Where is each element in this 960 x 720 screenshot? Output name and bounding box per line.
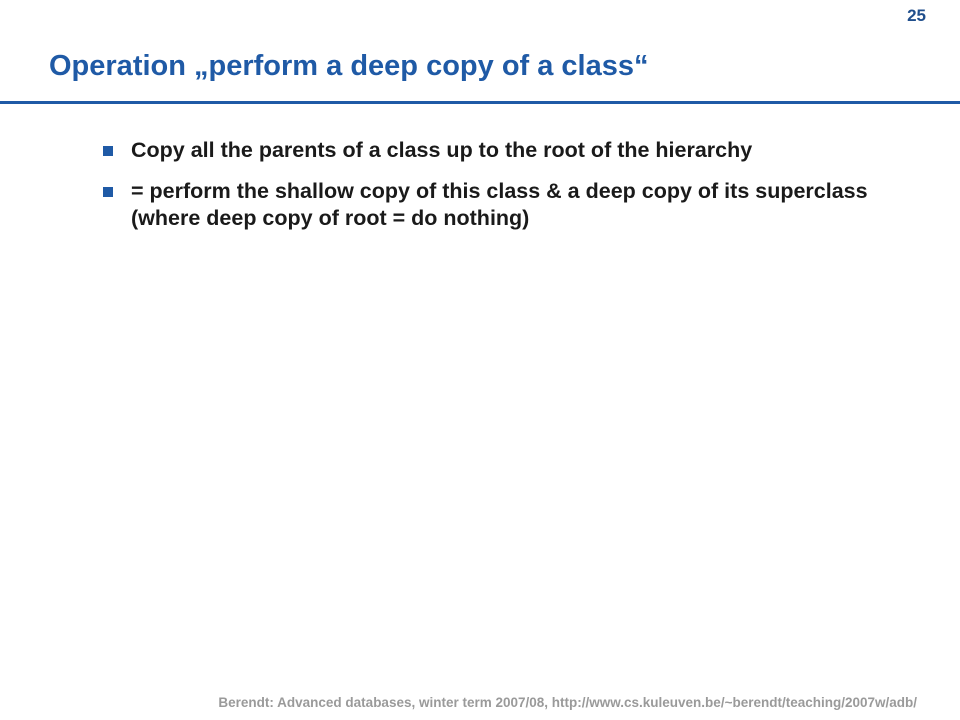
bullet-item xyxy=(103,178,923,232)
page-number: 25 xyxy=(907,6,926,25)
square-bullet-icon xyxy=(103,146,113,156)
bullet-text: Copy all the parents of a class up to the root of the hierarchy xyxy=(131,138,753,162)
slide-title: Operation „perform a deep copy of a class“ xyxy=(49,50,649,82)
title-divider xyxy=(0,101,960,104)
slide-footer: Berendt: Advanced databases, winter term 2007/08, http://www.cs.kuleuven.be/~berendt/teaching/2007w/adb/ xyxy=(218,695,917,710)
bullet-list xyxy=(103,137,923,246)
bullet-item xyxy=(103,137,923,164)
square-bullet-icon xyxy=(103,187,113,197)
bullet-text: = perform the shallow copy of this class & a deep copy of its superclass (where deep copy of root = do nothing) xyxy=(131,179,868,230)
